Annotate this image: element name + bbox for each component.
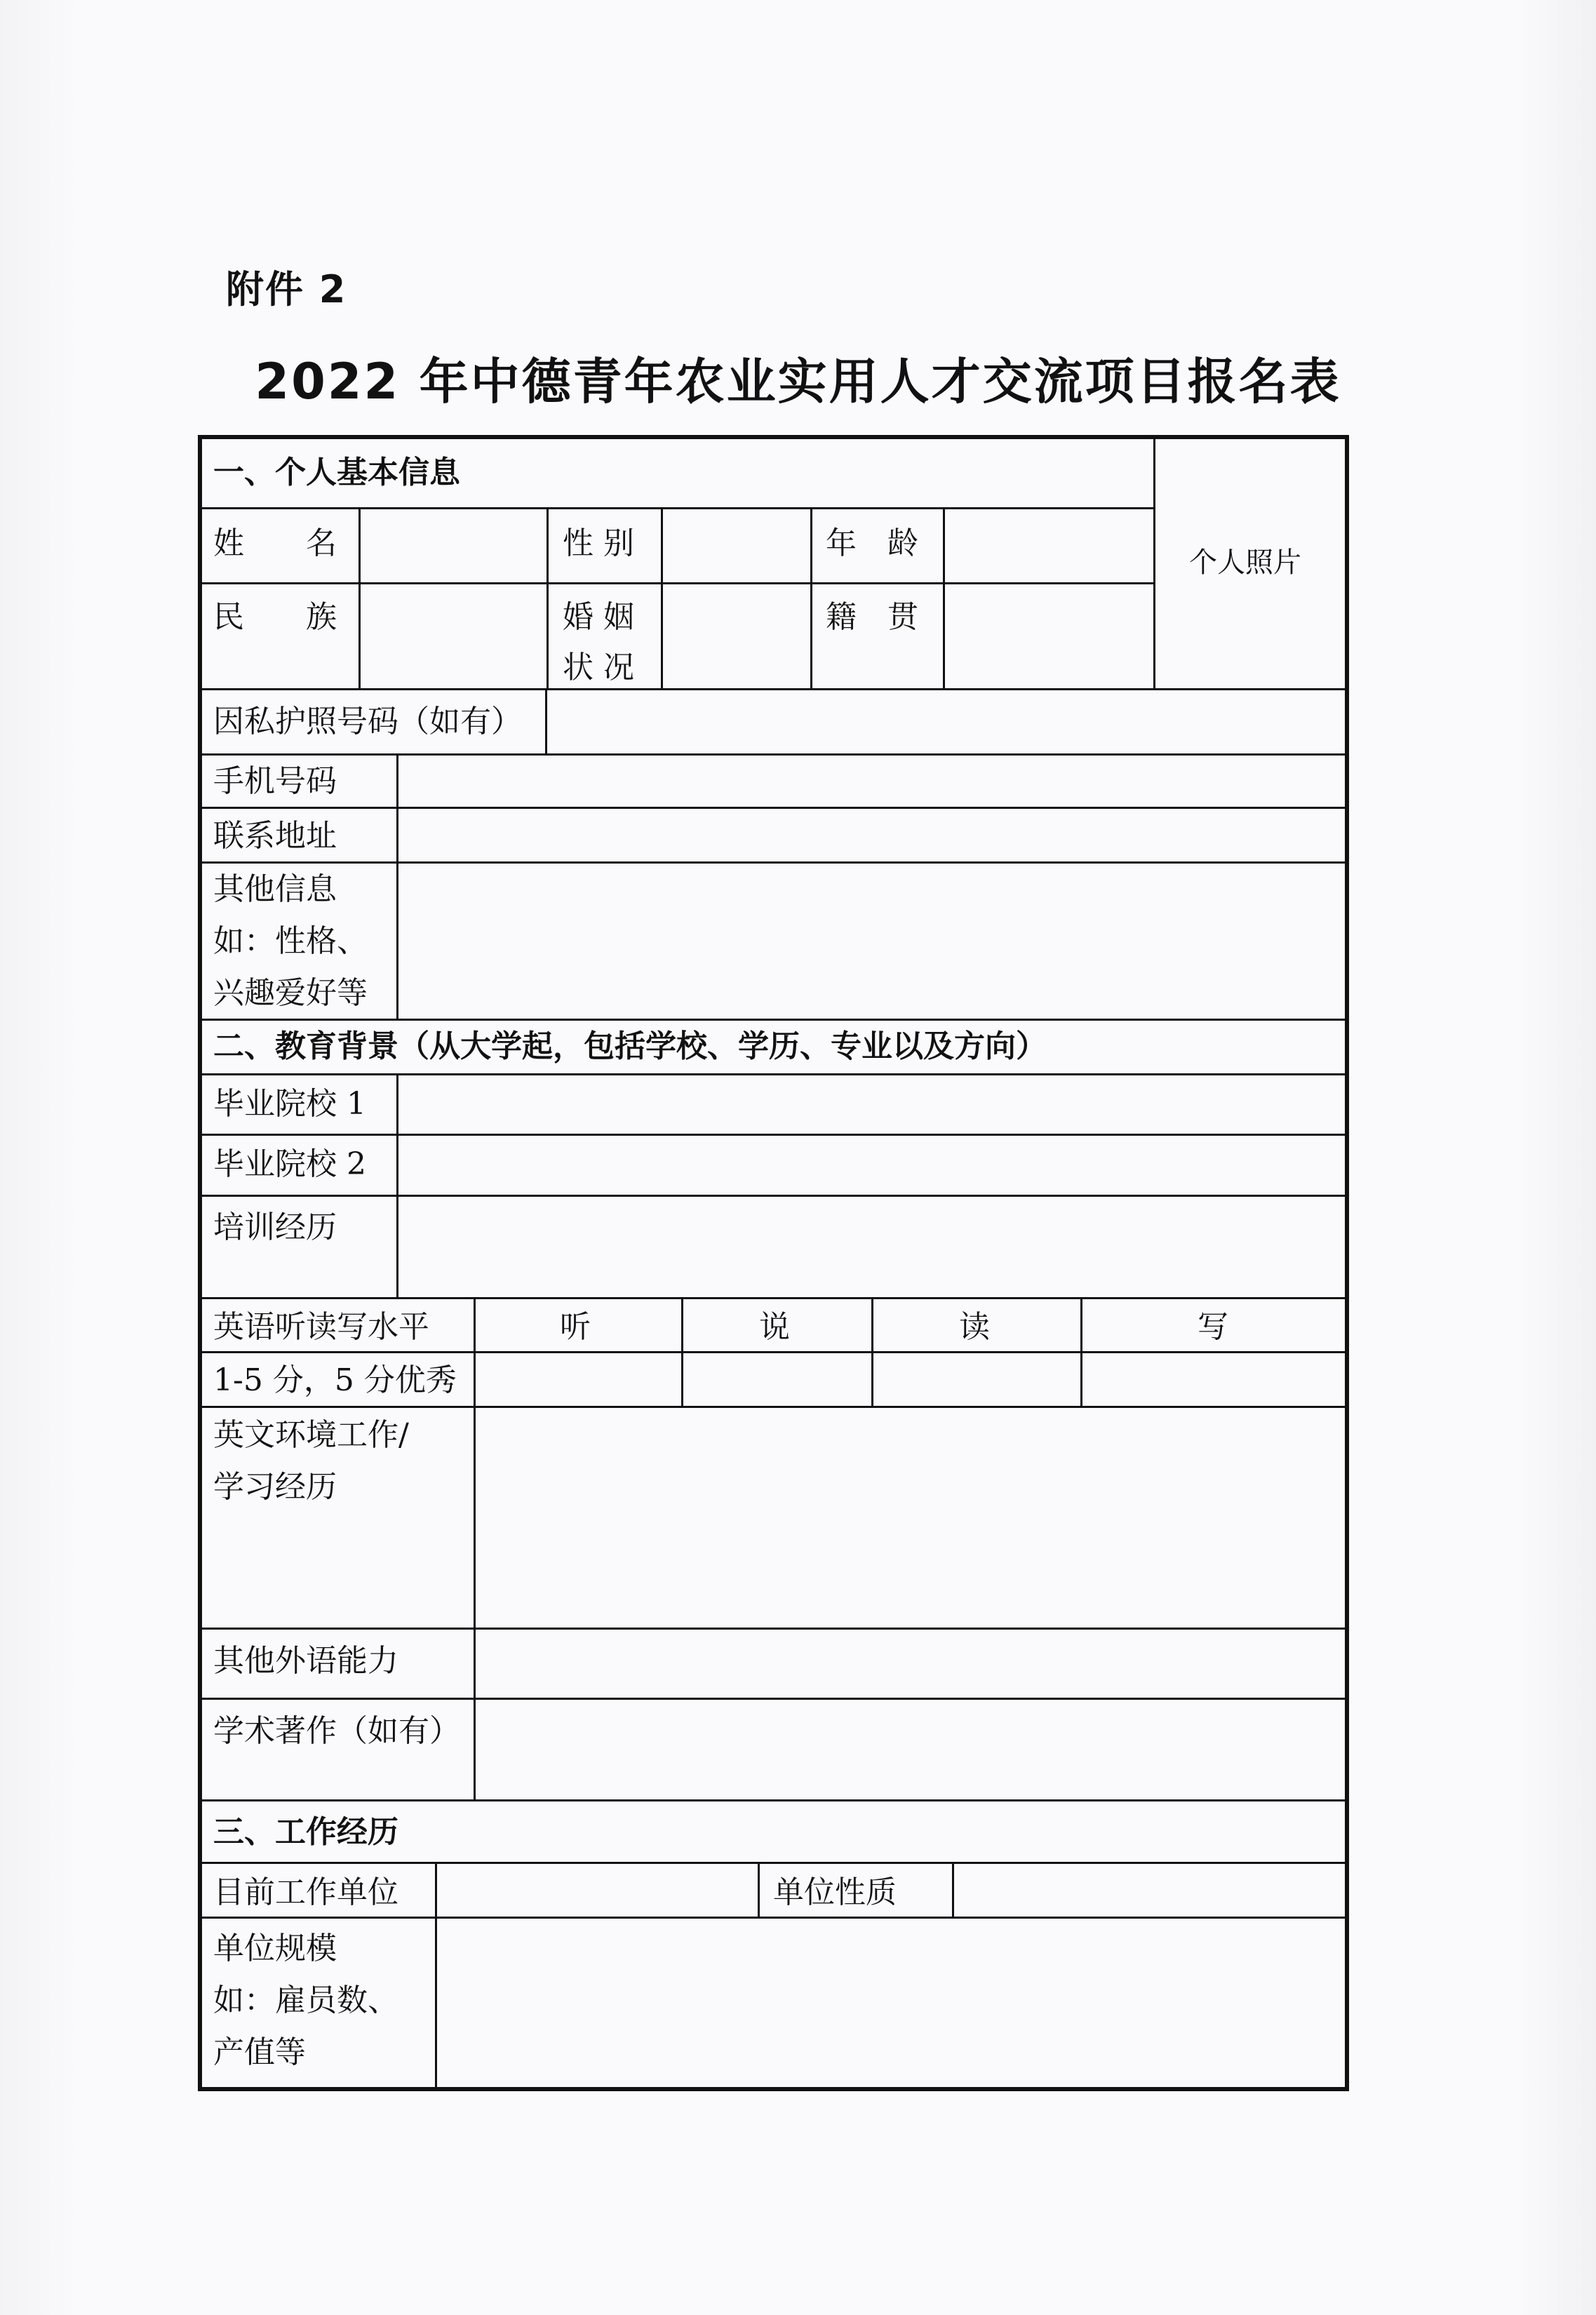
ethnicity-field[interactable] (363, 586, 545, 687)
divider (198, 807, 1349, 809)
divider (198, 1073, 1349, 1075)
marital-status-field[interactable] (665, 586, 809, 687)
company-scale-label-line1: 单位规模 (213, 1931, 337, 1966)
other-info-label-line3: 兴趣爱好等 (213, 975, 368, 1011)
speaking-header: 说 (759, 1309, 790, 1345)
border-right (1345, 435, 1349, 2091)
divider (198, 1917, 1349, 1919)
divider (396, 753, 398, 1019)
attachment-label: 附件 2 (226, 267, 347, 311)
photo-divider (1153, 435, 1155, 689)
other-info-label-line2: 如：性格、 (213, 923, 368, 959)
employer-type-label: 单位性质 (773, 1874, 897, 1910)
address-label: 联系地址 (213, 818, 337, 854)
marital-label-line1: 婚 姻 (563, 599, 634, 635)
school2-label: 毕业院校 2 (213, 1146, 366, 1182)
writing-score-field[interactable] (1085, 1355, 1344, 1404)
divider (358, 507, 361, 688)
english-env-label-line1: 英文环境工作/ (213, 1417, 409, 1453)
photo-area[interactable] (1158, 439, 1344, 687)
other-language-field[interactable] (478, 1632, 1344, 1696)
divider (198, 753, 1349, 756)
divider (198, 1297, 1349, 1299)
gender-label: 性 别 (563, 525, 634, 561)
age-label: 年 龄 (826, 525, 918, 561)
phone-label: 手机号码 (213, 763, 337, 799)
divider (198, 1134, 1349, 1136)
training-label: 培训经历 (213, 1209, 337, 1245)
divider (396, 1073, 398, 1297)
divider (546, 507, 549, 688)
origin-label: 籍 贯 (826, 599, 918, 635)
divider (474, 1297, 476, 1799)
company-scale-label-line3: 产值等 (213, 2034, 306, 2070)
divider (943, 507, 945, 688)
school2-field[interactable] (401, 1138, 1344, 1193)
divider (198, 1698, 1349, 1700)
divider (758, 1862, 760, 1917)
company-scale-label-line2: 如：雇员数、 (213, 1982, 398, 2018)
name-label: 姓 名 (213, 525, 337, 561)
listening-header: 听 (560, 1309, 591, 1345)
border-bottom (198, 2087, 1349, 2091)
phone-field[interactable] (401, 758, 1344, 805)
gender-field[interactable] (665, 511, 809, 580)
document-title: 2022 年中德青年农业实用人才交流项目报名表 (255, 353, 1341, 410)
border-left (198, 435, 202, 2091)
name-field[interactable] (363, 511, 545, 580)
reading-score-field[interactable] (876, 1355, 1079, 1404)
passport-label: 因私护照号码（如有） (213, 704, 522, 739)
divider (198, 1406, 1349, 1408)
company-scale-field[interactable] (439, 1921, 1344, 2086)
divider (198, 507, 1155, 509)
address-field[interactable] (401, 811, 1344, 860)
employer-label: 目前工作单位 (213, 1874, 398, 1910)
divider (661, 507, 663, 688)
section2-title: 二、教育背景（从大学起，包括学校、学历、专业以及方向） (213, 1028, 1047, 1064)
writing-header: 写 (1198, 1309, 1228, 1345)
ethnicity-label: 民 族 (213, 599, 337, 635)
divider (198, 1195, 1349, 1197)
divider (198, 1351, 1349, 1353)
divider (435, 1862, 437, 2087)
divider (198, 1862, 1349, 1864)
speaking-score-field[interactable] (685, 1355, 870, 1404)
divider (198, 1799, 1349, 1801)
divider (871, 1297, 873, 1406)
academic-label: 学术著作（如有） (213, 1713, 460, 1749)
school1-label: 毕业院校 1 (213, 1086, 366, 1122)
employer-type-field[interactable] (956, 1866, 1344, 1915)
divider (545, 688, 547, 753)
english-env-label-line2: 学习经历 (213, 1469, 337, 1505)
section1-title: 一、个人基本信息 (213, 455, 460, 490)
divider (198, 861, 1349, 864)
reading-header: 读 (959, 1309, 990, 1345)
english-level-label: 英语听读写水平 (213, 1309, 429, 1345)
marital-label-line2: 状 况 (563, 650, 634, 685)
divider (1080, 1297, 1082, 1406)
employer-field[interactable] (439, 1866, 756, 1915)
divider (810, 507, 812, 688)
divider (681, 1297, 683, 1406)
scale-note-label: 1-5 分，5 分优秀 (213, 1362, 457, 1398)
other-language-label: 其他外语能力 (213, 1643, 398, 1679)
registration-form (198, 435, 1349, 2091)
passport-field[interactable] (549, 692, 1344, 752)
english-env-field[interactable] (478, 1410, 1344, 1626)
divider (198, 1019, 1349, 1021)
training-field[interactable] (401, 1199, 1344, 1296)
other-info-label-line1: 其他信息 (213, 871, 337, 907)
section3-title: 三、工作经历 (213, 1814, 398, 1850)
divider (198, 688, 1349, 690)
divider (952, 1862, 954, 1917)
origin-field[interactable] (947, 586, 1152, 687)
age-field[interactable] (947, 511, 1152, 580)
divider (198, 582, 1155, 584)
academic-field[interactable] (478, 1702, 1344, 1798)
other-info-field[interactable] (401, 866, 1344, 1017)
listening-score-field[interactable] (478, 1355, 680, 1404)
photo-label: 个人照片 (1189, 546, 1301, 579)
divider (198, 1628, 1349, 1630)
school1-field[interactable] (401, 1078, 1344, 1132)
